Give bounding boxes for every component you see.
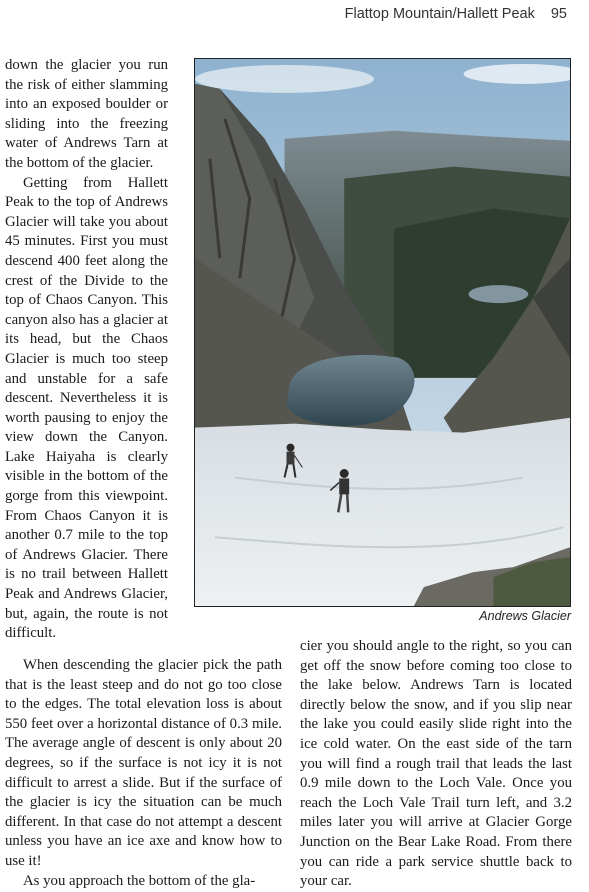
- paragraph: As you approach the bottom of the gla-: [23, 872, 256, 889]
- paragraph: cier you should angle to the right, so you can get off the snow before coming too close to the lake below. Andrews Tarn is located directly below the snow, and if you slip near the lake you could easily slide right into the ice cold water. On the east side of the tarn you will find a rough trail that leads the last 0.9 mile down to the Loch Vale. Once you reach the Loch Vale Trail turn left, and 3.2 miles later you will arrive at Glacier Gorge Junction on the Bear Lake Road. From there you can ride a park service shuttle back to your car.: [300, 638, 572, 890]
- left-column-text: [5, 56, 168, 644]
- page-number: 95: [550, 6, 567, 22]
- figure-caption: Andrews Glacier: [479, 609, 571, 623]
- paragraph: Getting from Hallett Peak to the top of Andrews Glacier will take you about 45 minutes. First you must descend 400 feet along the crest of the Divide to the top of Chaos Canyon. This canyon also has a glacier at its head, but the Chaos Glacier is much too steep and unstable for a safe descent. Nevertheless it is worth pausing to enjoy the view down the Canyon. Lake Haiyaha is clearly visible in the bottom of the gorge from this viewpoint. From Chaos Canyon it is another 0.7 mile to the top of Andrews Glacier. There is no trail between Hallett Peak and Andrews Glacier, but, again, the route is not difficult.: [5, 174, 168, 642]
- paragraph: down the glacier you run the risk of either slamming into an exposed boulder or sliding into the freezing water of Andrews Tarn at the bottom of the glacier.: [5, 57, 168, 171]
- glacier-photo-illustration: [195, 59, 570, 606]
- bottom-left-column-text: [5, 656, 282, 891]
- bottom-right-column-text: [300, 637, 572, 892]
- paragraph: When descending the glacier pick the path that is the least steep and do not go too close to the edges. The total elevation loss is about 550 feet over a horizontal distance of 0.3 mile. The average angle of descent is only about 20 degrees, so if the surface is not icy it is not difficult to arrest a slide. But if the surface of the glacier is icy the situation can be much different. In that case do not attempt a descent unless you have an ice axe and know how to use it!: [5, 657, 282, 869]
- glacier-photo: [194, 58, 571, 607]
- header-title: Flattop Mountain/Hallett Peak: [344, 6, 535, 22]
- running-header: [345, 6, 567, 22]
